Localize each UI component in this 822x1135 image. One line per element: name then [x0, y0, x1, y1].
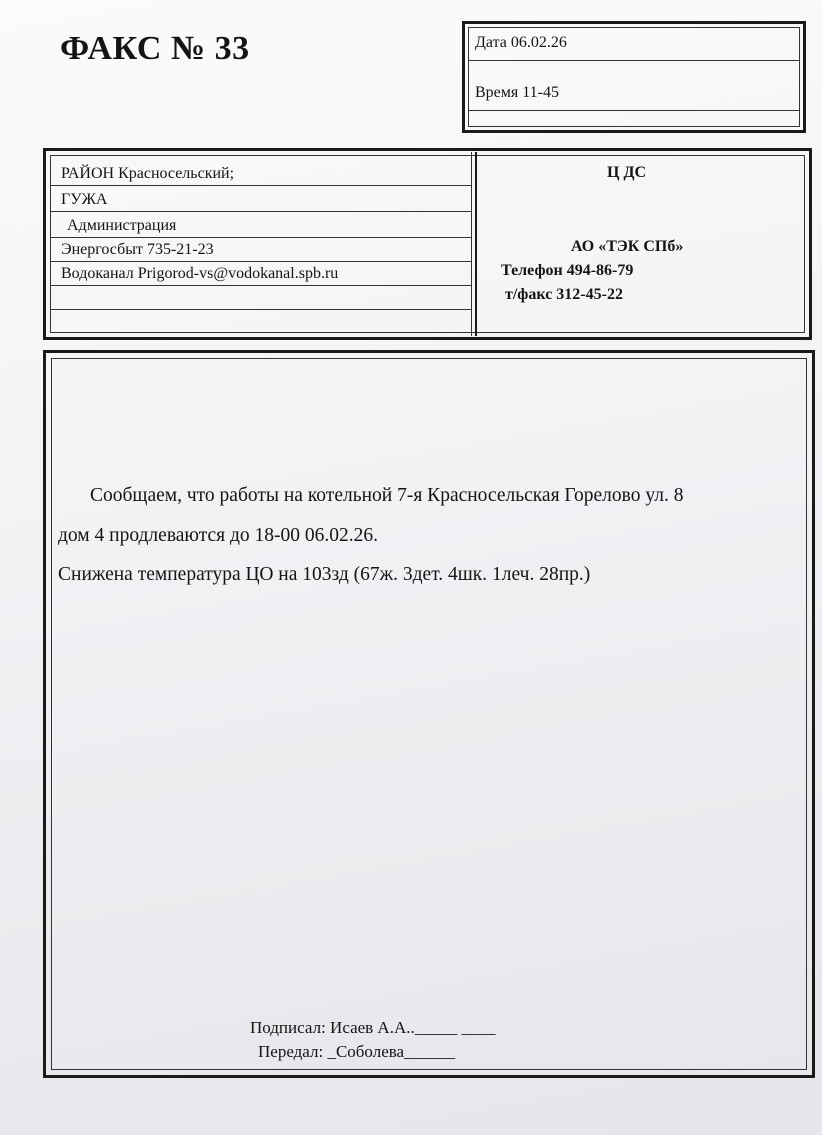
recipient-empty-row: [51, 310, 471, 334]
column-divider: [471, 152, 477, 336]
recipient-vodokanal: Водоканал Prigorod-vs@vodokanal.spb.ru: [51, 262, 471, 286]
fax-date: Дата 06.02.26: [469, 34, 799, 61]
message-box: [43, 350, 815, 1078]
date-time-box: [462, 21, 806, 133]
sender-dept: Ц ДС: [607, 164, 647, 181]
fax-title: ФАКС № 33: [60, 30, 250, 67]
sender-block: [479, 156, 804, 332]
sender-phone: Телефон 494-86-79: [501, 262, 634, 279]
recipient-energosbyt: Энергосбыт 735-21-23: [51, 238, 471, 262]
signed-by: Подписал: Исаев А.А.._____ ____: [250, 1018, 496, 1037]
recipient-administration: Администрация: [51, 214, 471, 238]
message-line-1: Сообщаем, что работы на котельной 7-я Красносельская Горелово ул. 8: [90, 485, 684, 506]
fax-time: Время 11-45: [469, 84, 799, 111]
sender-fax: т/факс 312-45-22: [505, 286, 623, 303]
recipient-guzha: ГУЖА: [51, 188, 471, 212]
sender-company: АО «ТЭК СПб»: [571, 238, 684, 255]
recipient-empty-row: [51, 286, 471, 310]
message-line-3: Снижена температура ЦО на 103зд (67ж. 3дет. 4шк. 1леч. 28пр.): [58, 564, 591, 585]
recipient-district: РАЙОН Красносельский;: [51, 162, 471, 186]
message-line-2: дом 4 продлеваются до 18-00 06.02.26.: [58, 525, 379, 546]
recipients-sender-box: [43, 148, 812, 340]
sent-by: Передал: _Соболева______: [258, 1042, 456, 1061]
